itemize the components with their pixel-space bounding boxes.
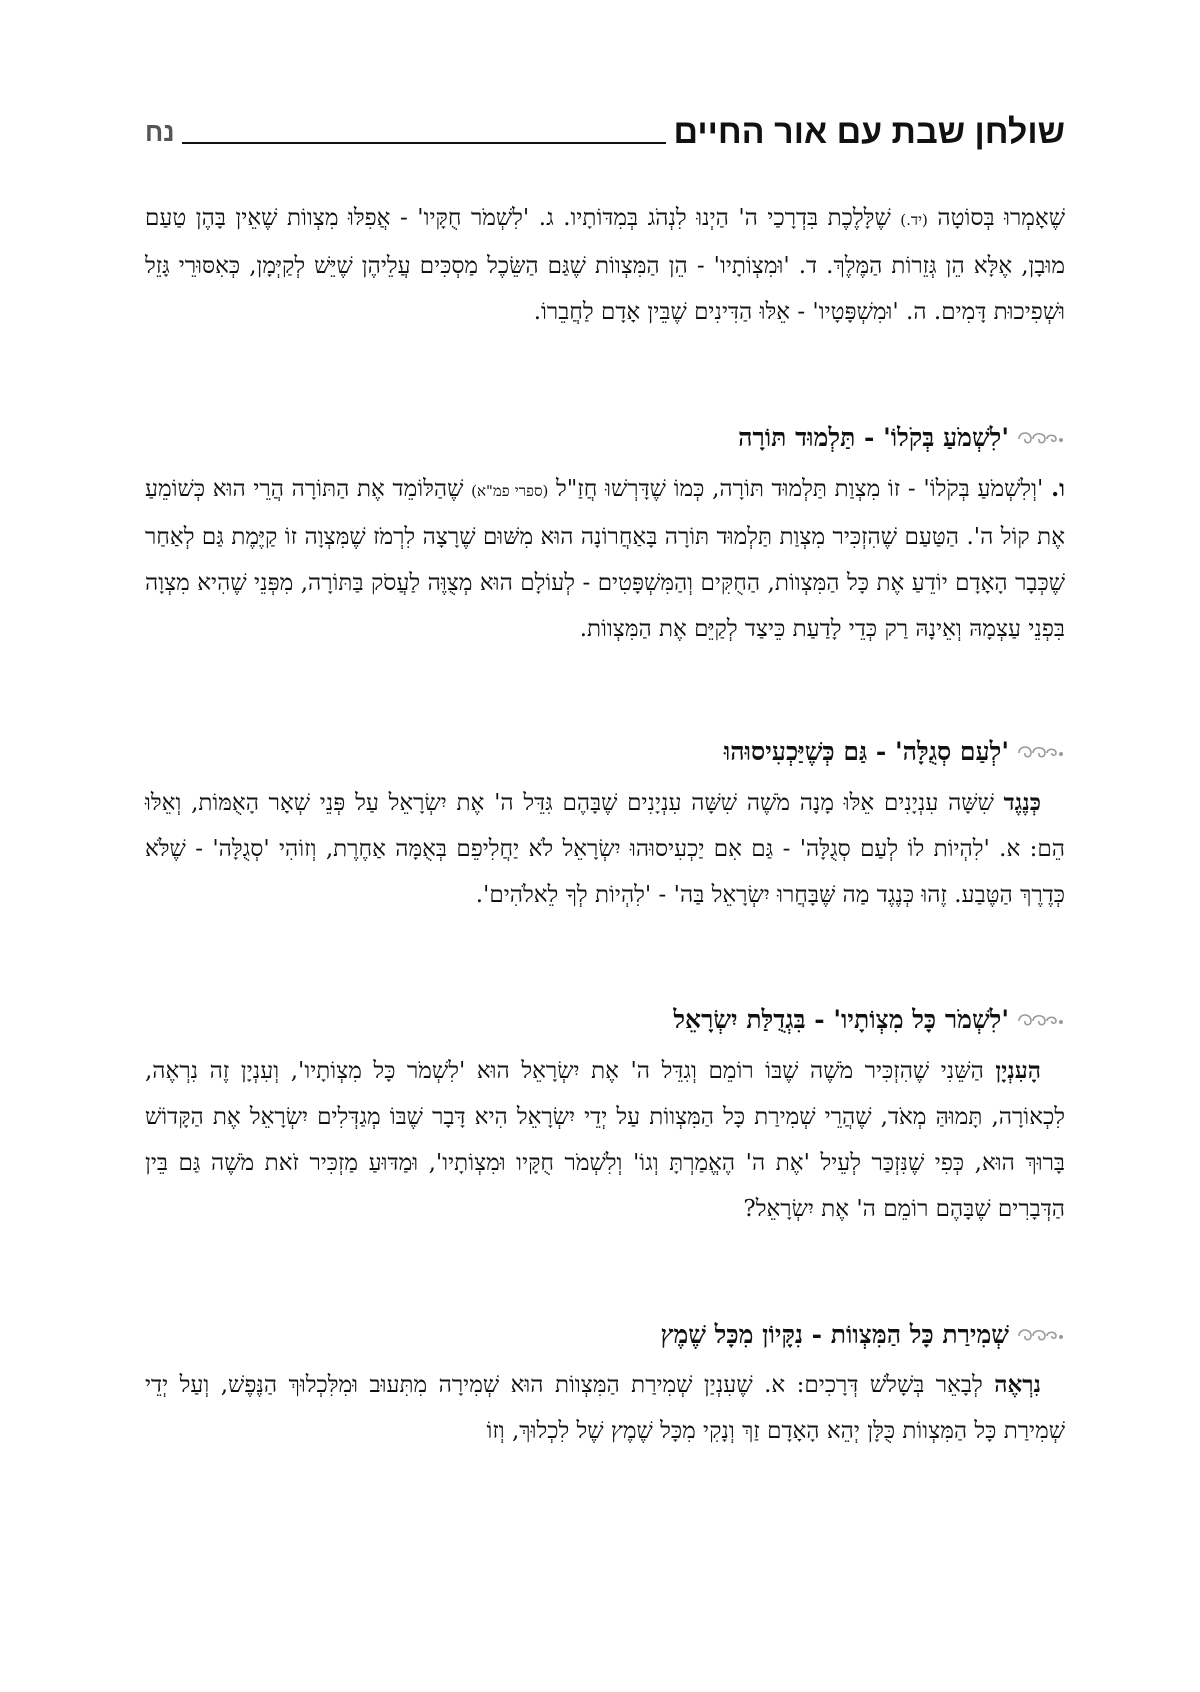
- paragraph: [145, 466, 1065, 652]
- ornament-icon: [1015, 1324, 1065, 1346]
- section-heading: [145, 1315, 1065, 1355]
- paragraph-text: לְבָאֵר בְּשָׁלֹשׁ דְּרָכִים: א. שֶׁעִנְיַן שְׁמִירַת הַמִּצְווֹת הוּא שְׁמִירָה מִתִּעוּב וּמִלִּכְלוּךְ הַנֶּפֶשׁ, וְעַל יְדֵי שְׁמִירַת כָּל הַמִּצְווֹת כֻּלָּן יְהֵא הָאָדָם זַךְ וְנָקִי מִכָּל שֶׁמֶץ שֶׁל לִכְלוּךְ, וְזוֹ: [145, 1372, 1065, 1444]
- paragraph-text: שִׁשָּׁה עִנְיָנִים אֵלּוּ מָנָה מֹשֶׁה שִׁשָּׁה עִנְיָנִים שֶׁבָּהֶם גִּדֵּל ה' אֶת יִשְׂרָאֵל עַל פְּנֵי שְׁאָר הָאֻמּוֹת, וְאֵלּוּ הֵם: א. 'לִהְיוֹת לוֹ לְעַם סְגֻלָּה' - גַּם אִם יַכְעִיסוּהוּ יִשְׂרָאֵל לֹא יַחֲלִיפֵם בְּאֻמָּה אַחֶרֶת, וְזוֹהִי 'סְגֻלָּה' - שֶׁלֹּא כְּדֶרֶךְ הַטֶּבַע. זֶהוּ כְּנֶגֶד מַה שֶּׁבָּחֲרוּ יִשְׂרָאֵל בַּה' - 'לִהְיוֹת לְךָ לֵאלֹהִים'.: [145, 790, 1065, 908]
- header-title: שולחן שבת עם אור החיים: [673, 113, 1065, 151]
- ornament-icon: [1015, 741, 1065, 763]
- paragraph-text: שֶׁאָמְרוּ בְּסוֹטָה: [927, 205, 1065, 231]
- paragraph: [145, 1048, 1065, 1232]
- section-heading: [145, 732, 1065, 772]
- running-header: [145, 108, 1065, 152]
- paragraph-lead: כְּנֶגֶד: [1003, 789, 1041, 816]
- source-citation: (ספרי פמ"א): [471, 482, 549, 500]
- paragraph-text: שֶׁהַלּוֹמֵד אֶת הַתּוֹרָה הֲרֵי הוּא כְּשׁוֹמֵעַ אֶת קוֹל ה'. הַטַּעַם שֶׁהִזְכִּיר מִצְוַת תַּלְמוּד תּוֹרָה בָּאַחֲרוֹנָה הוּא מִשּׁוּם שֶׁרָצָה לִרְמֹז שֶׁמִּצְוָה זוֹ קַיֶּמֶת גַּם לְאַחַר שֶׁכְּבָר הָאָדָם יוֹדֵעַ אֶת כָּל הַמִּצְווֹת, הַחֻקִּים וְהַמִּשְׁפָּטִים - לְעוֹלָם הוּא מְצֻוֶּה לַעֲסֹק בַּתּוֹרָה, מִפְּנֵי שֶׁהִיא מִצְוָה בִּפְנֵי עַצְמָהּ וְאֵינָהּ רַק כְּדֵי לָדַעַת כֵּיצַד לְקַיֵּם אֶת הַמִּצְווֹת.: [145, 476, 1065, 642]
- paragraph: [145, 780, 1065, 918]
- section-heading-text: 'לִשְׁמֹר כָּל מִצְוֹתָיו' - בִּגְדֻלַּת יִשְׂרָאֵל: [673, 1005, 1009, 1034]
- section-heading-text: שְׁמִירַת כָּל הַמִּצְווֹת - נִקָּיוֹן מִכָּל שֶׁמֶץ: [660, 1320, 1009, 1349]
- section-heading: [145, 418, 1065, 458]
- page-number: נח: [145, 117, 175, 147]
- paragraph-text: 'וְלִשְׁמֹעַ בְּקֹלוֹ' - זוֹ מִצְוַת תַּלְמוּד תּוֹרָה, כְּמוֹ שֶׁדָּרְשׁוּ חֲזַ"ל: [548, 476, 1052, 502]
- ornament-icon: [1015, 427, 1065, 449]
- section-heading-text: 'לְעַם סְגֻלָּה' - גַּם כְּשֶׁיַּכְעִיסוּהוּ: [723, 737, 1009, 766]
- paragraph-lead: הָעִנְיָן: [995, 1057, 1041, 1084]
- paragraph: [145, 195, 1065, 335]
- paragraph: [145, 1362, 1065, 1454]
- paragraph-lead: נִרְאֶה: [994, 1371, 1041, 1398]
- section-heading-text: 'לִשְׁמֹעַ בְּקֹלוֹ' - תַּלְמוּד תּוֹרָה: [738, 423, 1009, 452]
- paragraph-text: שֶׁלָּלֶכֶת בִּדְרָכַי ה' הַיְנוּ לִנְהֹג בְּמִדּוֹתָיו. ג. 'לִשְׁמֹר חֻקָּיו' - אֲפִלּוּ מִצְווֹת שֶׁאֵין בָּהֶן טַעַם מוּבָן, אֶלָּא הֵן גְּזֵרוֹת הַמֶּלֶךְ. ד. 'וּמִצְוֹתָיו' - הֵן הַמִּצְווֹת שֶׁגַּם הַשֵּׂכֶל מַסְכִּים עֲלֵיהֶן שֶׁיֵּשׁ לְקַיְּמָן, כְּאִסּוּרֵי גָּזֵל וּשְׁפִיכוּת דָּמִים. ה. 'וּמִשְׁפָּטָיו' - אֵלּוּ הַדִּינִים שֶׁבֵּין אָדָם לַחֲבֵרוֹ.: [145, 205, 1065, 325]
- paragraph-text: הַשֵּׁנִי שֶׁהִזְכִּיר מֹשֶׁה שֶׁבּוֹ רוֹמֵם וְגִדֵּל ה' אֶת יִשְׂרָאֵל הוּא 'לִשְׁמֹר כָּל מִצְוֹתָיו', וְעִנְיָן זֶה נִרְאֶה, לִכְאוֹרָה, תָּמוּהַּ מְאֹד, שֶׁהֲרֵי שְׁמִירַת כָּל הַמִּצְווֹת עַל יְדֵי יִשְׂרָאֵל הִיא דָּבָר שֶׁבּוֹ מְגַדְּלִים יִשְׂרָאֵל אֶת הַקָּדוֹשׁ בָּרוּךְ הוּא, כְּפִי שֶׁנִּזְכַּר לְעֵיל 'אֶת ה' הֶאֱמַרְתָּ וְגוֹ' וְלִשְׁמֹר חֻקָּיו וּמִצְוֹתָיו', וּמַדּוּעַ מַזְכִּיר זֹאת מֹשֶׁה גַּם בֵּין הַדְּבָרִים שֶׁבָּהֶם רוֹמֵם ה' אֶת יִשְׂרָאֵל?: [145, 1058, 1065, 1222]
- source-citation: (יד.): [900, 211, 928, 229]
- paragraph-lead: ו.: [1051, 475, 1065, 502]
- section-heading: [145, 1000, 1065, 1040]
- header-rule: [182, 142, 665, 144]
- ornament-icon: [1015, 1009, 1065, 1031]
